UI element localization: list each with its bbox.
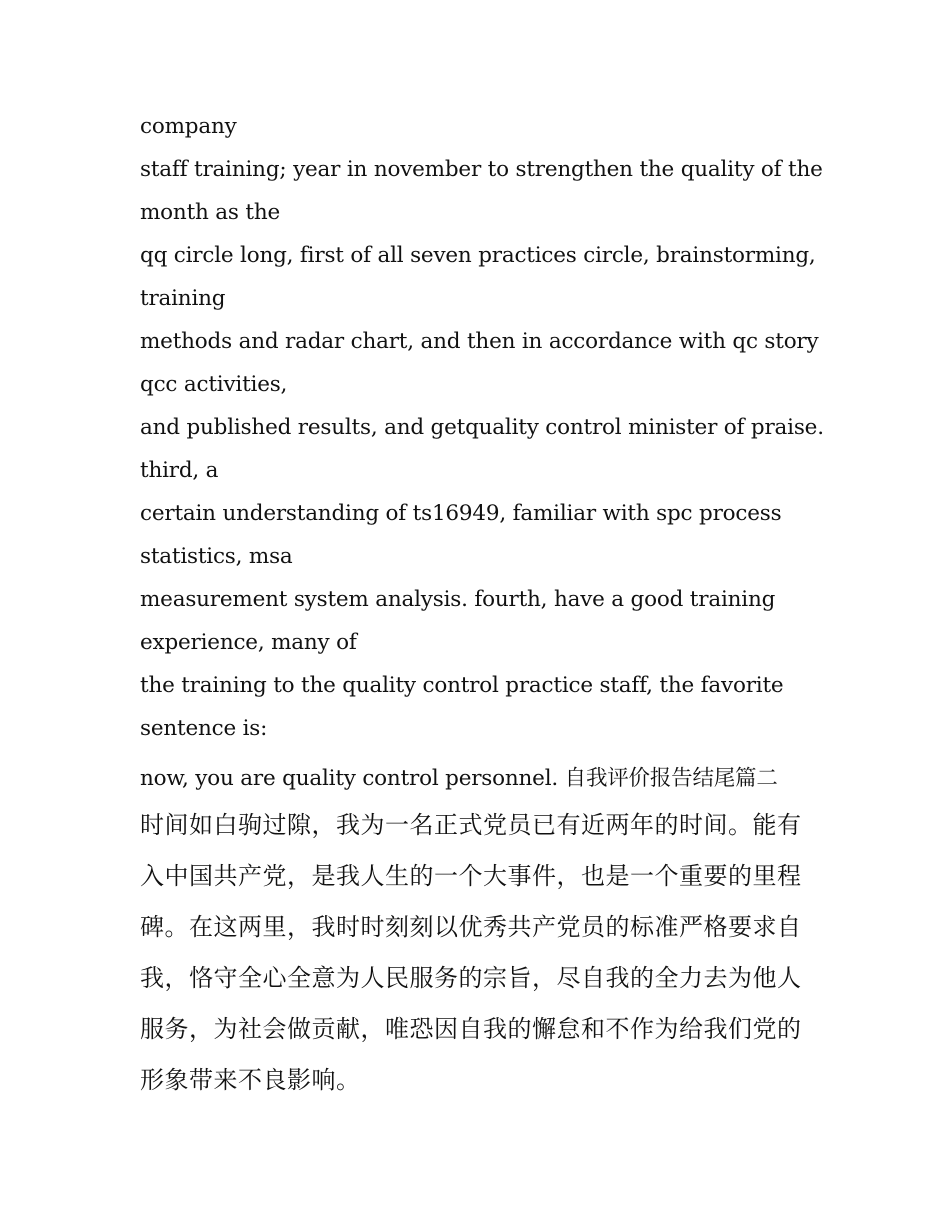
- text-line: qq circle long, first of all seven practices circle, brainstorming,: [140, 243, 816, 268]
- chinese-text-line: 碑。在这两里，我时时刻刻以优秀共产党员的标准严格要求自: [140, 913, 802, 941]
- text-line: experience, many of: [140, 630, 357, 655]
- text-line: month as the: [140, 200, 280, 225]
- document-page: [140, 105, 824, 1106]
- text-line: third, a: [140, 458, 219, 483]
- text-line: staff training; year in november to strengthen the quality of the: [140, 157, 823, 182]
- chinese-text-line: 入中国共产党，是我人生的一个大事件，也是一个重要的里程: [140, 862, 802, 890]
- text-line: sentence is:: [140, 716, 268, 741]
- text-line: statistics, msa: [140, 544, 293, 569]
- chinese-text-line: 服务，为社会做贡献，唯恐因自我的懈怠和不作为给我们党的: [140, 1015, 802, 1043]
- text-line: qcc activities,: [140, 372, 288, 397]
- text-line: and published results, and getquality control minister of praise.: [140, 415, 824, 440]
- text-line: measurement system analysis. fourth, have a good training: [140, 587, 776, 612]
- chinese-text-line: 形象带来不良影响。: [140, 1066, 361, 1094]
- text-line: certain understanding of ts16949, familiar with spc process: [140, 501, 782, 526]
- section-heading-line: now, you are quality control personnel. 自我评价报告结尾篇二: [140, 766, 778, 791]
- chinese-text-line: 时间如白驹过隙，我为一名正式党员已有近两年的时间。能有: [140, 811, 802, 839]
- text-line: training: [140, 286, 226, 311]
- text-line: methods and radar chart, and then in accordance with qc story: [140, 329, 819, 354]
- chinese-text-line: 我，恪守全心全意为人民服务的宗旨，尽自我的全力去为他人: [140, 964, 802, 992]
- text-line: company: [140, 114, 237, 139]
- text-line: the training to the quality control practice staff, the favorite: [140, 673, 784, 698]
